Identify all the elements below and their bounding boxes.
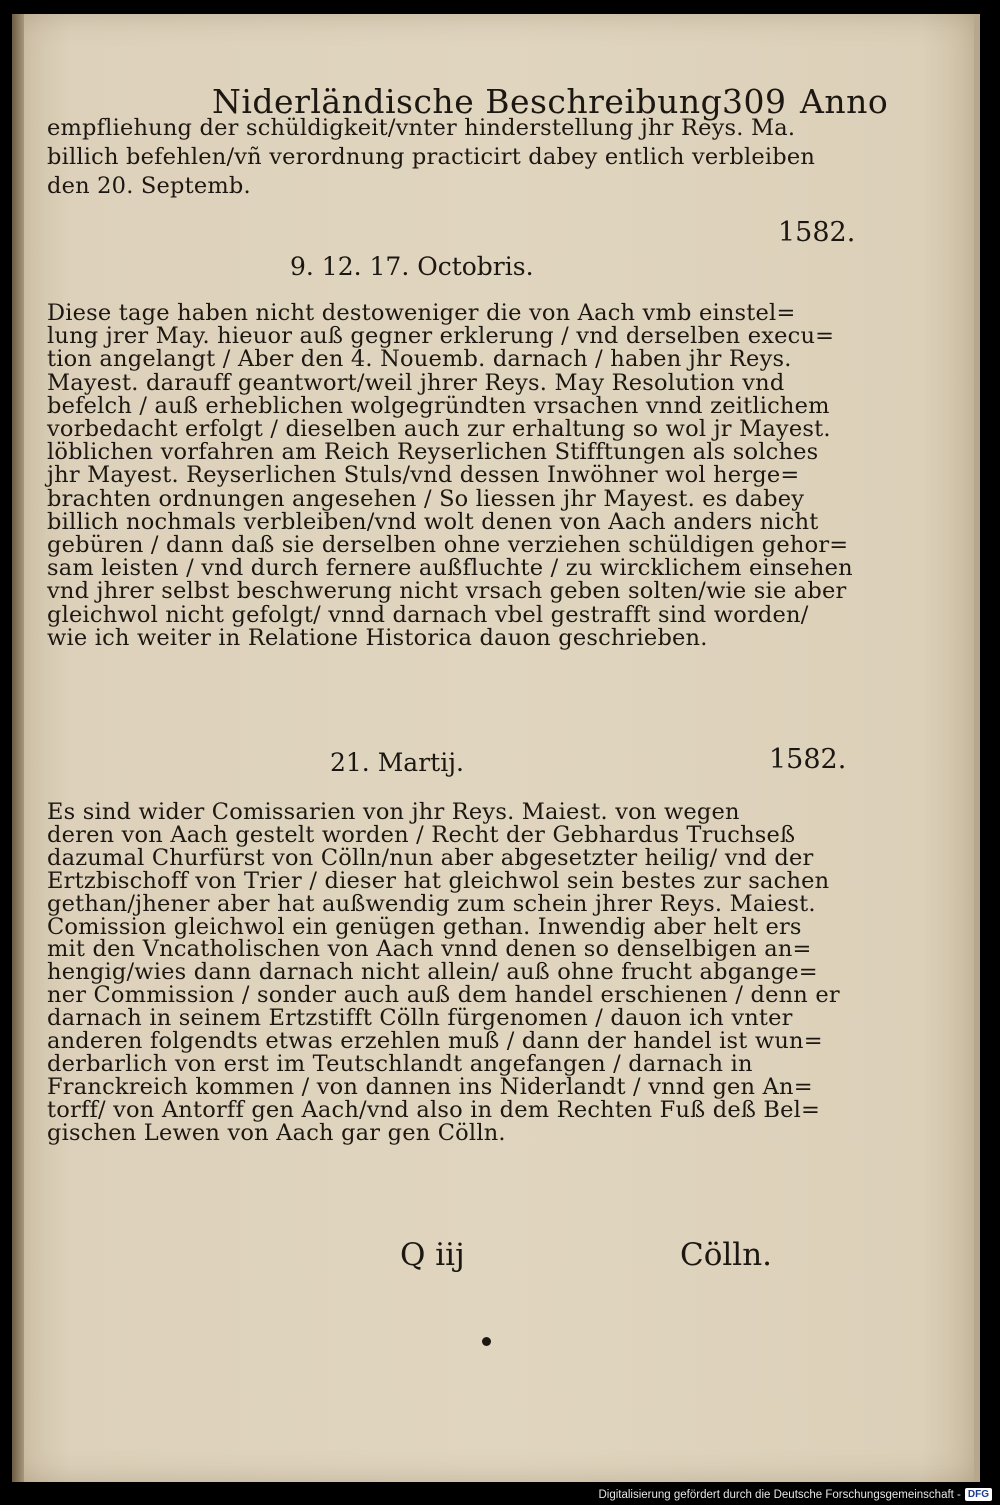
october-line: lung jrer May. hieuor auß gegner erklerung / vnd derselben execu= bbox=[47, 323, 835, 350]
october-line: billich nochmals verbleiben/vnd wolt denen von Aach anders nicht bbox=[47, 508, 819, 535]
march-line: anderen folgendts etwas erzehlen muß / dann der handel ist wun= bbox=[47, 1028, 823, 1054]
october-line: wie ich weiter in Relatione Historica dauon geschrieben. bbox=[47, 624, 708, 651]
october-line: tion angelangt / Aber den 4. Nouemb. darnach / haben jhr Reys. bbox=[47, 346, 792, 373]
march-line: gischen Lewen von Aach gar gen Cölln. bbox=[47, 1119, 506, 1146]
march-line: hengig/wies dann darnach nicht allein/ auß ohne frucht abgange= bbox=[47, 959, 818, 986]
margin-year-1: 1582. bbox=[778, 217, 856, 248]
march-line: gethan/jhener aber hat außwendig zum schein jhrer Reys. Maiest. bbox=[47, 890, 816, 917]
october-line: vnd jhrer selbst beschwerung nicht vrsach geben solten/wie sie aber bbox=[47, 578, 847, 605]
october-line: löblichen vorfahren am Reich Reyserlichen Stifftungen als solches bbox=[47, 439, 819, 466]
october-line: gebüren / dann daß sie derselben ohne verziehen schüldigen gehor= bbox=[47, 532, 849, 558]
dfg-logo-icon: DFG bbox=[965, 1488, 992, 1501]
march-line: torff/ von Antorff gen Aach/vnd also in dem Rechten Fuß deß Bel= bbox=[47, 1096, 821, 1123]
october-line: jhr Mayest. Reyserlichen Stuls/vnd dessen Inwöhner wol herge= bbox=[47, 462, 800, 489]
margin-year-2: 1582. bbox=[769, 744, 847, 775]
march-line: deren von Aach gestelt worden / Recht der Gebhardus Truchseß bbox=[47, 821, 796, 848]
ink-spot bbox=[482, 1337, 491, 1346]
footer-text: Digitalisierung gefördert durch die Deutsche Forschungsgemeinschaft - bbox=[598, 1488, 961, 1501]
signature-mark: Q iij bbox=[400, 1237, 465, 1273]
march-line: mit den Vncatholischen von Aach vnnd denen so denselbigen an= bbox=[47, 936, 812, 963]
march-line: Es sind wider Comissarien von jhr Reys. Maiest. von wegen bbox=[47, 799, 740, 825]
october-line: Diese tage haben nicht destoweniger die von Aach vmb einstel= bbox=[47, 300, 796, 326]
october-line: Mayest. darauff geantwort/weil jhrer Reys. May Resolution vnd bbox=[47, 369, 785, 396]
october-line: befelch / auß erheblichen wolgegründten vrsachen vnnd zeitlichem bbox=[47, 392, 830, 419]
anno-label: Anno bbox=[800, 82, 889, 121]
date-heading-march: 21. Martij. bbox=[330, 748, 464, 777]
book-gutter bbox=[12, 14, 24, 1482]
continuation-line: billich befehlen/vñ verordnung practicirt dabey entlich verbleiben bbox=[47, 144, 816, 170]
october-line: gleichwol nicht gefolgt/ vnnd darnach vbel gestrafft sind worden/ bbox=[47, 601, 809, 628]
page-edge bbox=[974, 14, 980, 1482]
march-line: derbarlich von erst im Teutschlandt angefangen / darnach in bbox=[47, 1050, 753, 1077]
date-heading-october: 9. 12. 17. Octobris. bbox=[290, 252, 534, 281]
march-line: darnach in seinem Ertzstifft Cölln fürgenomen / dauon ich vnter bbox=[47, 1005, 793, 1032]
october-line: sam leisten / vnd durch fernere außfluchte / zu wircklichem einsehen bbox=[47, 555, 853, 582]
march-line: dazumal Churfürst von Cölln/nun aber abgesetzter heilig/ vnd der bbox=[47, 844, 814, 871]
march-line: Franckreich kommen / von dannen ins Niderlandt / vnnd gen An= bbox=[47, 1073, 813, 1100]
october-line: vorbedacht erfolgt / dieselben auch zur erhaltung so wol jr Mayest. bbox=[47, 416, 831, 442]
digitization-footer bbox=[598, 1488, 992, 1501]
running-title: Niderländische Beschreibung bbox=[212, 82, 723, 121]
march-line: Ertzbischoff von Trier / dieser hat gleichwol sein bestes zur sachen bbox=[47, 867, 830, 894]
catchword: Cölln. bbox=[680, 1237, 773, 1273]
march-line: Comission gleichwol ein genügen gethan. Inwendig aber helt ers bbox=[47, 913, 802, 940]
continuation-line: empfliehung der schüldigkeit/vnter hinderstellung jhr Reys. Ma. bbox=[47, 115, 796, 141]
march-line: ner Commission / sonder auch auß dem handel erschienen / denn er bbox=[47, 982, 840, 1009]
october-line: brachten ordnungen angesehen / So liessen jhr Mayest. es dabey bbox=[47, 485, 805, 512]
book-page bbox=[12, 14, 980, 1482]
page-number: 309 bbox=[722, 82, 787, 121]
continuation-line: den 20. Septemb. bbox=[47, 173, 251, 199]
